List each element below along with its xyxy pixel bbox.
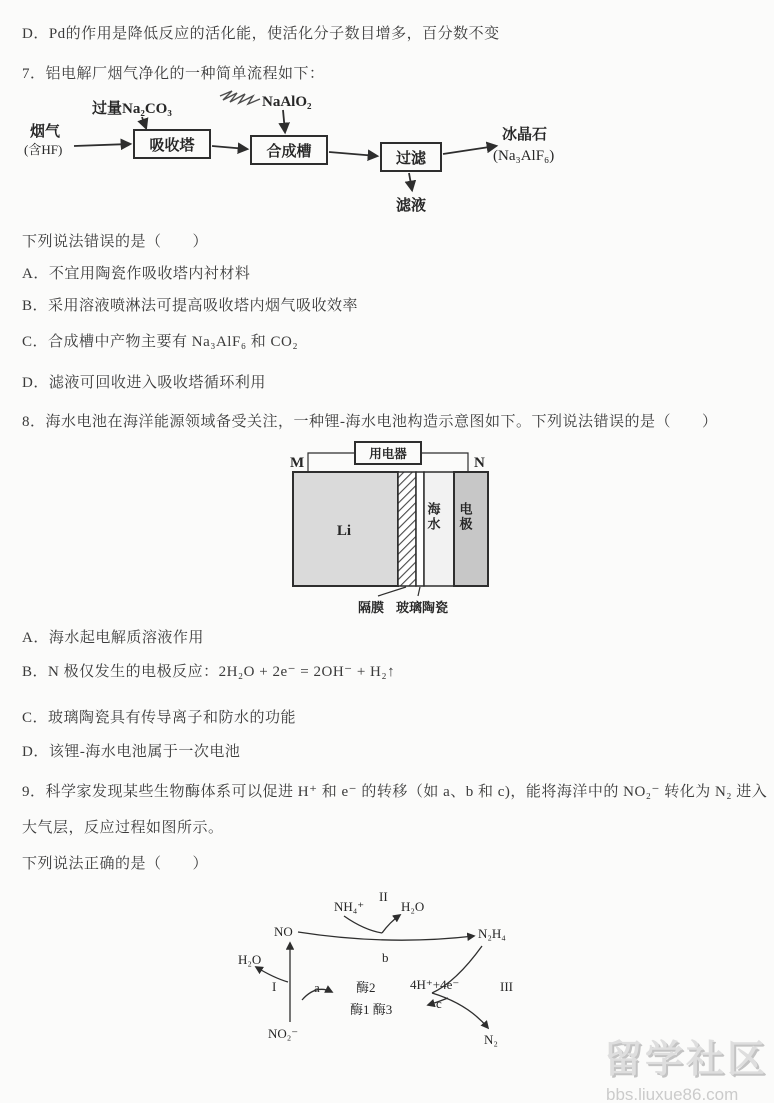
ammonium-label: NH₄⁺ [334,899,365,914]
question7-option-a: A．不宜用陶瓷作吸收塔内衬材料 [22,266,251,282]
question7-option-b: B．采用溶液喷淋法可提高吸收塔内烟气吸收效率 [22,298,359,314]
question8-option-b-label: B．N 极仅发生的电极反应： [22,664,219,680]
flow-product-formula: (Na₃AlF₆) [493,148,555,164]
question7-stem: 7．铝电解厂烟气净化的一种简单流程如下： [22,66,325,82]
question9-stem-line1: 9．科学家发现某些生物酶体系可以促进 H⁺ 和 e⁻ 的转移（如 a、b 和 c)，能将海洋中的 NO₂⁻ 转化为 N₂ 进入 [22,784,768,800]
question8-option-d: D．该锂-海水电池属于一次电池 [22,744,241,760]
transfer-b-label: b [382,950,389,965]
question7-prompt: 下列说法错误的是（ ） [22,234,209,250]
q9-reaction-diagram [232,886,547,1071]
enzyme1-enzyme3-label: 酶1 酶3 [350,1002,393,1017]
flow-reagent2-label: NaAlO₂ [262,94,312,110]
battery-left-wire [308,453,355,472]
hydrazine-label: N₂H₄ [478,926,506,941]
flow-absorber-label: 吸收塔 [149,138,195,154]
battery-right-wire [421,453,468,472]
scribble-mark [220,91,260,104]
flow-synthesis-label: 合成槽 [266,144,312,160]
question8-option-a: A．海水起电解质溶液作用 [22,630,204,646]
transfer-c-label: c [436,996,442,1011]
battery-electrode-label: 电极 [457,502,473,532]
flow-input-gas-sublabel: (含HF) [24,142,63,157]
battery-membrane-strip [398,472,416,586]
battery-lithium-label: Li [336,523,352,539]
ceramic-leader-line [418,587,420,596]
flow-filter-label: 过滤 [395,151,427,167]
protons-electrons-label: 4H⁺+4e⁻ [410,977,460,992]
watermark-url: bbs.liuxue86.com [606,1085,739,1103]
question7-option-d: D．滤液可回收进入吸收塔循环利用 [22,375,266,391]
watermark-title: 留学社区 [604,1039,769,1081]
arrow-no-to-hydrazine [298,932,474,940]
dinitrogen-label: N₂ [484,1032,498,1047]
membrane-leader-line [378,587,406,596]
flow-product-label: 冰晶石 [502,127,548,143]
nitrite-label: NO₂⁻ [268,1026,299,1041]
water-top-label: H₂O [401,899,425,914]
q7-flowchart-diagram [22,86,582,224]
flow-arrow-absorber-to-synth [212,146,247,149]
battery-ceramic-label: 玻璃陶瓷 [396,600,449,615]
curve-ammonium-in [344,916,382,933]
battery-terminal-m: M [290,455,305,471]
flow-arrow-reagent1 [142,117,146,128]
question8-stem: 8．海水电池在海洋能源领域备受关注，一种锂-海水电池构造示意图如下。下列说法错误的是（ ） [22,414,718,430]
question9-prompt: 下列说法正确的是（ ） [22,856,209,872]
battery-seawater-label: 海水 [425,502,441,532]
water-left-label: H₂O [238,952,262,967]
nitric-oxide-label: NO [274,924,293,939]
q8-battery-diagram [278,436,518,620]
flow-arrow-filter-to-product [443,146,496,154]
flow-arrow-filter-to-filtrate [409,173,412,190]
question6-option-d: D．Pd的作用是降低反应的活化能，使活化分子数目增多，百分数不变 [22,26,500,42]
watermark [604,1028,768,1103]
battery-terminal-n: N [474,455,485,471]
curve-water-out [382,915,400,933]
step3-roman-label: III [500,979,513,994]
flow-arrow-gas-to-absorber [74,144,130,146]
flow-filtrate-label: 滤液 [396,198,427,214]
flow-reagent1-label: 过量Na₂CO₃ [92,101,172,117]
flow-input-gas-label: 烟气 [30,124,61,140]
step1-roman-label: I [272,979,277,994]
enzyme2-label: 酶2 [356,980,376,995]
electrode-reaction-equation: 2H₂O + 2e⁻ = 2OH⁻ + H₂↑ [218,664,396,680]
question8-option-b [22,660,395,681]
question7-option-c: C．合成槽中产物主要有 Na₃AlF₆ 和 CO₂ [22,334,299,350]
battery-ceramic-strip [416,472,424,586]
flow-arrow-synth-to-filter [329,152,377,156]
battery-membrane-label: 隔膜 [358,600,385,615]
transfer-a-label: a [314,980,320,995]
question8-option-c: C．玻璃陶瓷具有传导离子和防水的功能 [22,710,297,726]
battery-load-label: 用电器 [369,447,407,461]
flow-arrow-reagent2 [283,110,285,132]
step2-roman-label: II [379,889,388,904]
question9-stem-line2: 大气层，反应过程如图所示。 [22,820,224,836]
